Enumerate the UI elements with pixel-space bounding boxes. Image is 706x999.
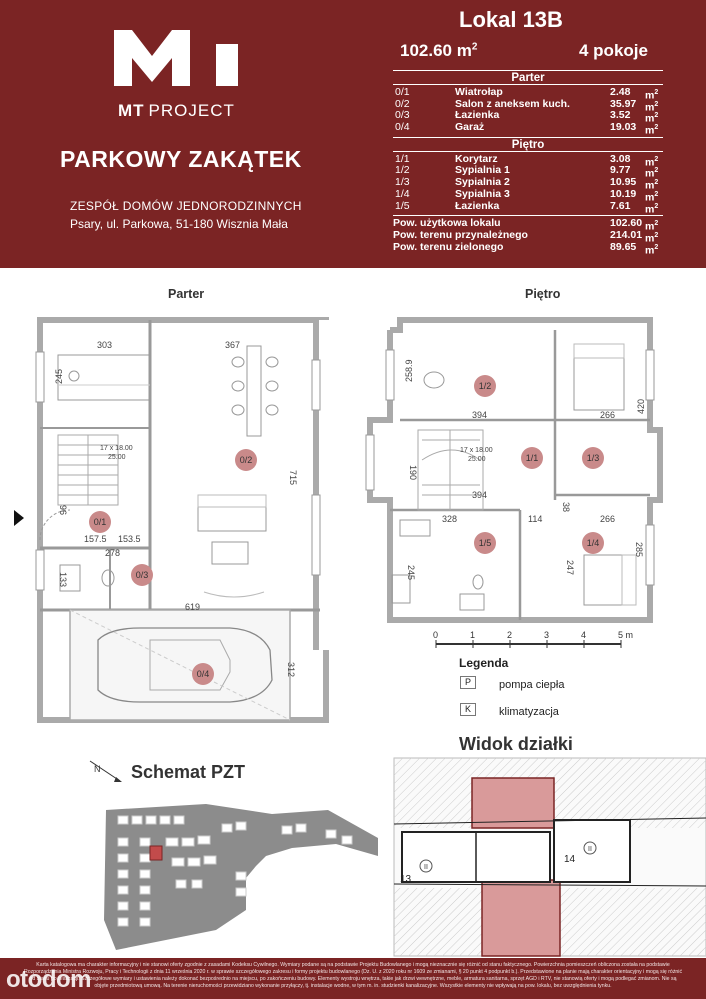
legend-heat-pump: pompa ciepła <box>499 679 565 691</box>
room-id: 0/4 <box>395 121 410 134</box>
footer-disclaimer: Karta katalogowa ma charakter informacyjny i nie stanowi oferty zgodnie z zasadami Kodeksu Cywilnego. Wymiary podane są na podstawie Projektu Budowlanego i mogą nieznacznie się różnić od stanu faktycznego. Powierzchnia pomieszczeń obliczona została na podstawie Rozporządzenia Ministra Rozwoju, Pracy i Technologii z dnia 11 września 2020 r. w sprawie szczegółowego zakresu i formy projektu budowlanego (Dz. U. z 2020 roku nr 1609 ze zmianami, § 20 punkt 4 podpunkt b.). Przedstawione na planie mają charakter orientacyjny i mogą się różnić od stanu po realizacji. Szczegółowe wymiary i ustawienia należy dokonać bezpośrednio na miejscu, po zakończeniu budowy. Elementy wystroju wnętrza, takie jak drzwi wewnętrzne, meble, armatura sanitarna, sprzęt AGD i RTV, nie stanowią oferty i mogą podlegać zmianom. Nie są objęte przedmiotową umową. Na terenie nieruchomości przewidziano wykonanie przyłączy, tj. instalacje wodne, w tym m. in. studzienki kanalizacyjne. Wszystkie elementy nie wpływają na pow. lokalu, bez uwzględnienia tynku. <box>0 958 706 999</box>
dim-153-5: 153.5 <box>118 534 141 544</box>
room-unit: $m^2$ <box>645 89 659 102</box>
svg-text:1/3: 1/3 <box>586 453 600 463</box>
pstairs-label-2: 25.00 <box>468 456 486 463</box>
dim-157-5: 157.5 <box>84 534 107 544</box>
room-unit: $m^2$ <box>645 231 659 245</box>
room-unit: $m^2$ <box>645 220 659 233</box>
room-unit: $m^2$ <box>645 243 659 257</box>
dim-367: 367 <box>225 340 241 350</box>
dim-312: 312 <box>286 662 296 678</box>
svg-text:1/5: 1/5 <box>478 538 492 548</box>
svg-text:1/2: 1/2 <box>478 381 492 391</box>
pdim-394b: 394 <box>472 490 488 500</box>
dim-278: 278 <box>105 548 121 558</box>
room-row <box>393 201 663 213</box>
mt-logo <box>112 26 242 90</box>
project-subtitle: ZESPÓŁ DOMÓW JEDNORODZINNYCH <box>70 199 302 213</box>
plot-mark-a: II <box>424 864 428 871</box>
totals <box>393 215 663 257</box>
plot-number-13: 13 <box>400 874 412 885</box>
dim-303: 303 <box>97 340 113 350</box>
room-label-1-3 <box>582 447 604 469</box>
plot-number-14: 14 <box>564 854 576 865</box>
room-id: 1/1 <box>395 152 410 165</box>
room-label-0-1 <box>89 511 111 533</box>
room-area: 89.65 <box>610 240 637 253</box>
room-unit: $m^2$ <box>645 202 659 215</box>
room-unit: $m^2$ <box>645 190 659 204</box>
room-area: 9.77 <box>610 164 631 177</box>
room-unit: $m^2$ <box>645 112 659 125</box>
unit-location-marker <box>150 846 162 860</box>
unit-rooms: 4 pokoje <box>579 41 648 60</box>
scale-label: 3 <box>544 630 550 640</box>
pdim-245: 245 <box>406 565 416 581</box>
svg-text:0/2: 0/2 <box>239 455 253 465</box>
room-area: 214.01 <box>610 228 643 241</box>
compass-icon <box>86 757 126 785</box>
room-unit: $m^2$ <box>645 167 659 180</box>
project-address: Psary, ul. Parkowa, 51-180 Wisznia Mała <box>70 217 288 231</box>
room-unit: $m^2$ <box>645 179 659 192</box>
room-name: Sypialnia 2 <box>455 176 510 189</box>
room-table <box>393 70 663 257</box>
dim-133: 133 <box>58 572 68 588</box>
dim-619: 619 <box>185 602 201 612</box>
parter-floorplan <box>0 310 340 730</box>
room-unit: $m^2$ <box>645 155 659 169</box>
pdim-420: 420 <box>636 398 646 414</box>
room-row <box>393 187 663 204</box>
room-label-1-4 <box>582 532 604 554</box>
pietro-plan-title: Piętro <box>525 287 561 301</box>
plot-view-title: Widok działki <box>459 734 573 754</box>
room-name: Łazienka <box>455 109 500 122</box>
room-id: 0/3 <box>395 109 410 122</box>
room-unit: $m^2$ <box>645 124 659 137</box>
room-area: 19.03 <box>610 121 637 134</box>
svg-text:1/4: 1/4 <box>586 538 600 548</box>
pdim-114: 114 <box>528 514 543 524</box>
room-label-1-1 <box>521 447 543 469</box>
pdim-258: 258.9 <box>404 359 414 382</box>
svg-text:0/3: 0/3 <box>135 570 149 580</box>
pietro-floorplan <box>360 310 706 630</box>
scale-bar <box>428 628 634 650</box>
room-name: Pow. terenu przynależnego <box>393 228 528 241</box>
room-id: 1/5 <box>395 199 410 212</box>
room-name: Pow. użytkowa lokalu <box>393 217 501 230</box>
room-area: 102.60 <box>610 217 643 230</box>
svg-text:1/1: 1/1 <box>525 453 539 463</box>
room-row <box>393 228 663 245</box>
logo-text: MT PROJECT <box>118 101 235 120</box>
entrance-arrow-icon <box>14 510 24 526</box>
dim-245: 245 <box>54 368 64 384</box>
room-id: 1/2 <box>395 164 410 177</box>
pdim-285: 285 <box>634 542 644 558</box>
dim-96: 96 <box>58 505 68 516</box>
room-name: Pow. terenu zielonego <box>393 240 504 253</box>
pdim-38: 38 <box>561 502 571 513</box>
room-name: Korytarz <box>455 152 498 165</box>
pdim-394: 394 <box>472 410 488 420</box>
plot-mark-b: II <box>588 846 592 853</box>
heat-pump-icon: P <box>460 676 476 689</box>
pstairs-label: 17 x 18.00 <box>460 447 493 454</box>
room-area: 10.95 <box>610 176 637 189</box>
parter-plan-title: Parter <box>168 287 205 301</box>
room-area: 7.61 <box>610 199 631 212</box>
pdim-247: 247 <box>565 560 575 576</box>
svg-text:0/1: 0/1 <box>93 517 107 527</box>
room-row <box>393 86 663 102</box>
room-label-1-2 <box>474 375 496 397</box>
project-name: PARKOWY ZAKĄTEK <box>60 146 302 172</box>
site-plan-title: Schemat PZT <box>131 762 246 782</box>
room-label-0-3 <box>131 564 153 586</box>
dim-715: 715 <box>288 470 298 486</box>
site-plan-map <box>96 800 386 955</box>
stairs-label-2: 25.00 <box>108 454 126 461</box>
svg-text:N: N <box>94 764 101 774</box>
scale-label: 5 m <box>618 630 634 640</box>
header-band <box>0 0 706 268</box>
room-id: 0/2 <box>395 97 410 110</box>
room-label-0-2 <box>235 449 257 471</box>
room-label-1-5 <box>474 532 496 554</box>
otodom-watermark: otodom <box>6 966 91 993</box>
room-id: 1/3 <box>395 176 410 189</box>
room-id: 0/1 <box>395 86 410 98</box>
room-label-0-4 <box>192 663 214 685</box>
unit-area: 102.60 $m^2$ <box>400 41 478 60</box>
room-name: Sypialnia 3 <box>455 187 510 200</box>
scale-label: 1 <box>470 630 476 640</box>
legend-air-conditioning: klimatyzacja <box>499 706 559 718</box>
room-name: Garaż <box>455 121 485 134</box>
room-area: 10.19 <box>610 187 637 200</box>
room-name: Łazienka <box>455 199 500 212</box>
pdim-190: 190 <box>408 465 418 481</box>
scale-label: 2 <box>507 630 513 640</box>
plot-view-map <box>394 758 706 956</box>
pdim-266b: 266 <box>600 514 616 524</box>
unit-title: Lokal 13B <box>459 7 563 32</box>
svg-text:0/4: 0/4 <box>196 669 210 679</box>
pdim-328: 328 <box>442 514 458 524</box>
scale-label: 4 <box>581 630 587 640</box>
parter-section-bar: Parter <box>393 70 663 85</box>
room-name: Sypialnia 1 <box>455 164 510 177</box>
legend-title: Legenda <box>459 656 509 670</box>
pietro-section-bar: Piętro <box>393 137 663 152</box>
room-area: 3.52 <box>610 109 631 122</box>
room-area: 2.48 <box>610 86 631 98</box>
room-area: 3.08 <box>610 152 631 165</box>
room-row <box>393 121 663 137</box>
air-conditioning-icon: K <box>460 703 476 716</box>
pdim-266: 266 <box>600 410 616 420</box>
room-area: 35.97 <box>610 97 637 110</box>
room-name: Salon z aneksem kuch. <box>455 97 570 110</box>
room-id: 1/4 <box>395 187 410 200</box>
room-unit: $m^2$ <box>645 100 659 114</box>
room-name: Wiatrołap <box>455 86 503 98</box>
stairs-label: 17 x 18.00 <box>100 445 133 452</box>
room-row <box>393 240 663 257</box>
scale-label: 0 <box>433 630 439 640</box>
